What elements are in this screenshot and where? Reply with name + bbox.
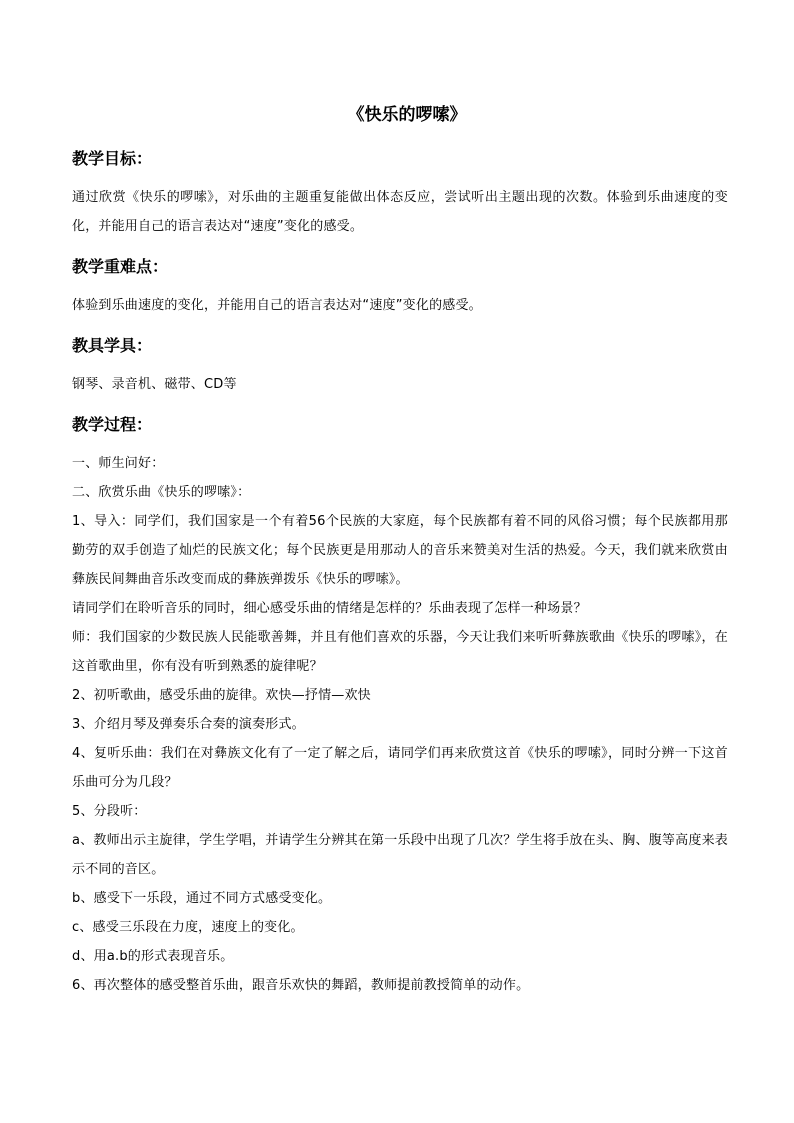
process-paragraph: 6、再次整体的感受整首乐曲，跟音乐欢快的舞蹈，教师提前教授简单的动作。 xyxy=(72,978,530,993)
document-title: 《快乐的啰嗦》 xyxy=(347,105,467,125)
process-paragraph: 5、分段听： xyxy=(72,804,147,819)
process-paragraph: 二、欣赏乐曲《快乐的啰嗦》： xyxy=(72,485,251,500)
process-paragraph: 1、导入：同学们，我们国家是一个有着56个民族的大家庭，每个民族都有着不同的风俗习惯；每个民族都用那勤劳的双手创造了灿烂的民族文化；每个民族更是用那动人的音乐来赞美对生活的热爱。今天，我们就来欣赏由彝族民间舞曲音乐改变而成的彝族弹拨乐《快乐的啰嗦》。 xyxy=(72,514,728,587)
process-paragraph: a、教师出示主旋律，学生学唱，并请学生分辨其在第一乐段中出现了几次？学生将手放在头、胸、腹等高度来表示不同的音区。 xyxy=(72,833,728,877)
process-paragraph: 请同学们在聆听音乐的同时，细心感受乐曲的情绪是怎样的？乐曲表现了怎样一种场景？ xyxy=(72,601,587,616)
section-key-points xyxy=(72,255,728,320)
process-paragraph: 一、师生问好： xyxy=(72,456,165,471)
section-heading-goals: 教学目标： xyxy=(72,149,153,168)
process-paragraph: 师：我们国家的少数民族人民能歌善舞，并且有他们喜欢的乐器，今天让我们来听听彝族歌曲《快乐的啰嗦》，在这首歌曲里，你有没有听到熟悉的旋律呢？ xyxy=(72,630,728,674)
process-paragraph: 2、初听歌曲，感受乐曲的旋律。欢快—抒情—欢快 xyxy=(72,688,371,703)
process-paragraph: b、感受下一乐段，通过不同方式感受变化。 xyxy=(72,891,332,906)
section-heading-process: 教学过程： xyxy=(72,415,153,434)
process-paragraph: d、用a.b的形式表现音乐。 xyxy=(72,949,234,964)
process-paragraph: 4、复听乐曲：我们在对彝族文化有了一定了解之后，请同学们再来欣赏这首《快乐的啰嗦》，同时分辨一下这首乐曲可分为几段？ xyxy=(72,746,728,790)
section-tools xyxy=(72,334,728,399)
process-paragraph: c、感受三乐段在力度，速度上的变化。 xyxy=(72,920,304,935)
section-goals xyxy=(72,147,728,241)
section-heading-key-points: 教学重难点： xyxy=(72,257,169,276)
section-process xyxy=(72,413,728,1000)
key-points-text: 体验到乐曲速度的变化，并能用自己的语言表达对“速度”变化的感受。 xyxy=(72,298,482,313)
goals-text: 通过欣赏《快乐的啰嗦》，对乐曲的主题重复能做出体态反应，尝试听出主题出现的次数。体验到乐曲速度的变化，并能用自己的语言表达对“速度”变化的感受。 xyxy=(72,190,728,234)
tools-text: 钢琴、录音机、磁带、CD等 xyxy=(72,377,237,392)
section-heading-tools: 教具学具： xyxy=(72,336,153,355)
process-paragraph: 3、介绍月琴及弹奏乐合奏的演奏形式。 xyxy=(72,717,305,732)
